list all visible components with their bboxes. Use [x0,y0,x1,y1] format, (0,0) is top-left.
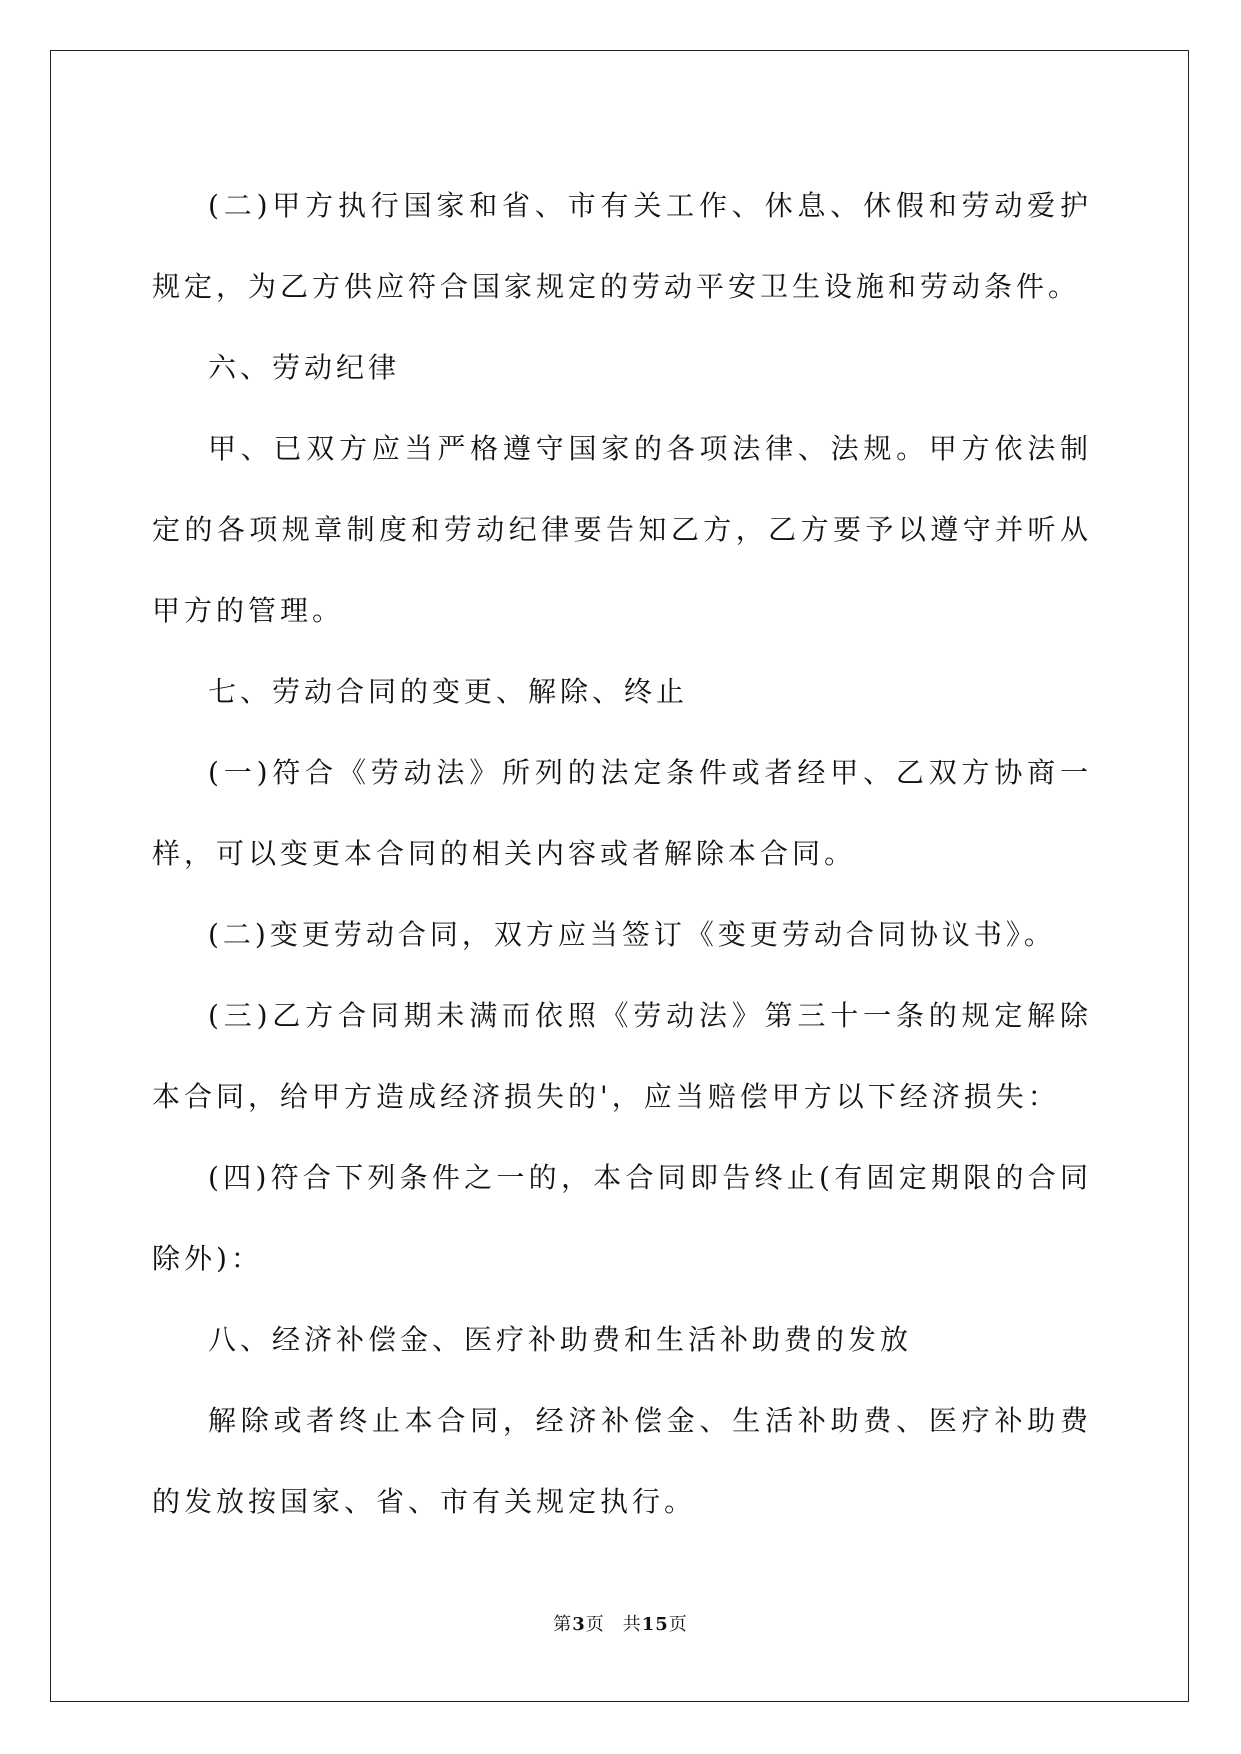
section-heading-contract-change: 七、劳动合同的变更、解除、终止 [208,675,689,708]
page-number: 3 [572,1614,586,1635]
paragraph-compensation-rules: 解除或者终止本合同，经济补偿金、生活补助费、医疗补助费的发放按国家、省、市有关规定执行。 [152,1404,1092,1518]
section-heading-labor-discipline: 六、劳动纪律 [208,351,401,384]
total-suffix: 页 [668,1614,688,1635]
paragraph-change-conditions: (一)符合《劳动法》所列的法定条件或者经甲、乙双方协商一样，可以变更本合同的相关内容或者解除本合同。 [152,756,1092,870]
paragraph-termination-conditions: (四)符合下列条件之一的，本合同即告终止(有固定期限的合同除外)： [152,1161,1092,1275]
total-prefix: 共 [622,1614,642,1635]
document-body [152,165,1092,1542]
paragraph-discipline-rules: 甲、已双方应当严格遵守国家的各项法律、法规。甲方依法制定的各项规章制度和劳动纪律要告知乙方，乙方要予以遵守并听从甲方的管理。 [152,432,1092,627]
paragraph-change-agreement: (二)变更劳动合同，双方应当签订《变更劳动合同协议书》。 [208,918,1056,951]
section-heading-compensation: 八、经济补偿金、医疗补助费和生活补助费的发放 [208,1323,913,1356]
paragraph-early-termination: (三)乙方合同期未满而依照《劳动法》第三十一条的规定解除本合同，给甲方造成经济损失的'，应当赔偿甲方以下经济损失： [152,999,1092,1113]
page-footer [0,1610,1241,1636]
page-suffix: 页 [585,1614,605,1635]
page-prefix: 第 [553,1614,573,1635]
total-pages: 15 [641,1614,669,1635]
paragraph-work-rest-provision: (二)甲方执行国家和省、市有关工作、休息、休假和劳动爱护规定，为乙方供应符合国家规定的劳动平安卫生设施和劳动条件。 [152,189,1092,303]
